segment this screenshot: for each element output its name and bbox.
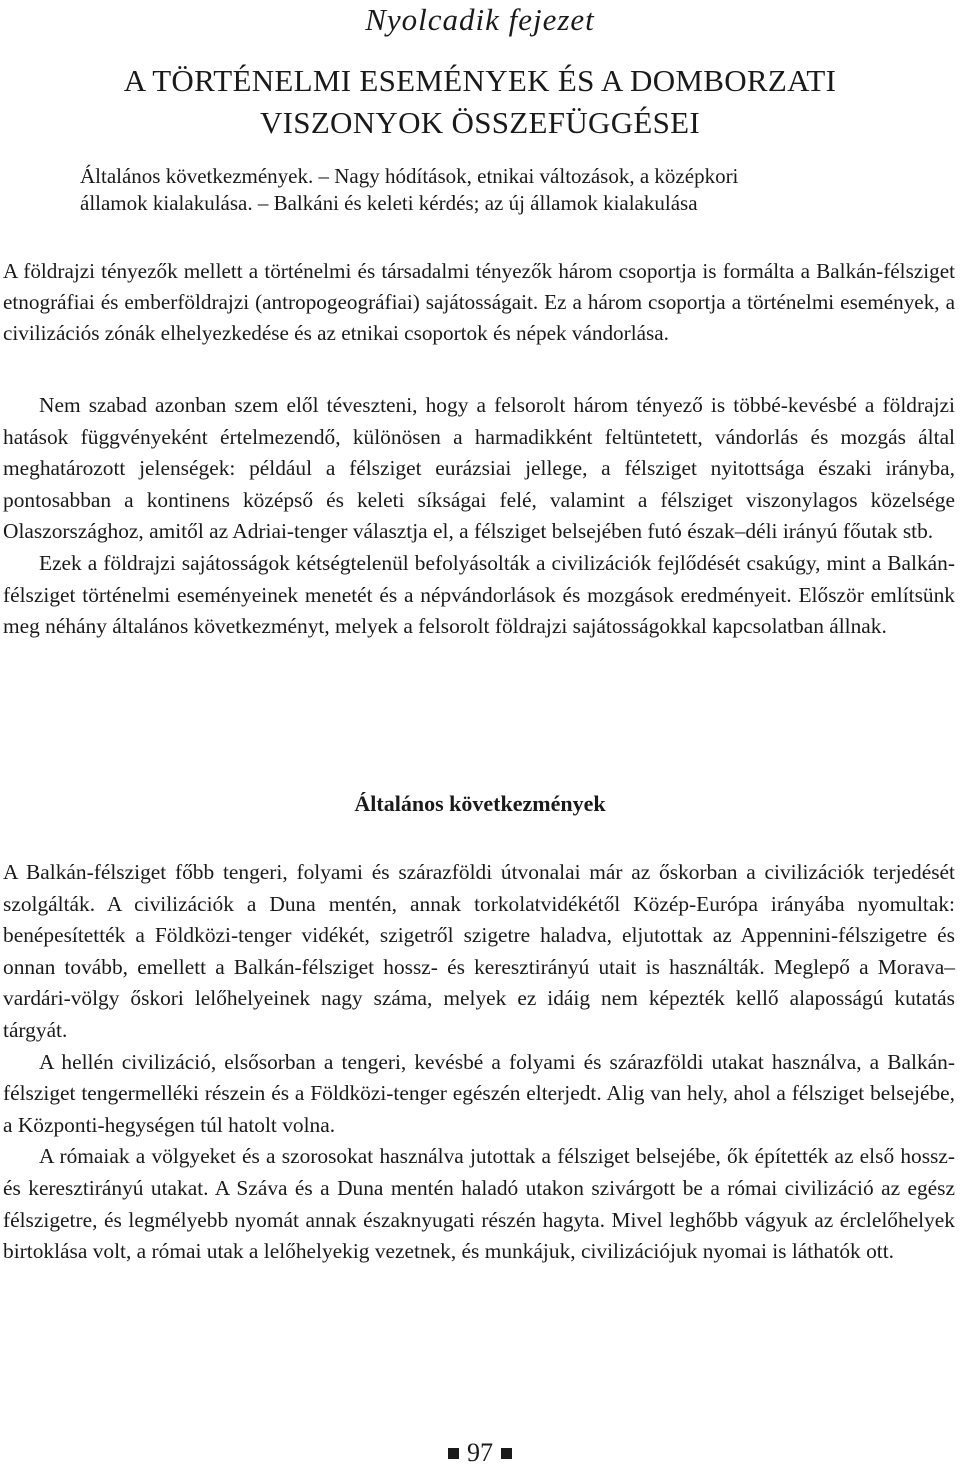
page-footer — [0, 1436, 960, 1470]
section-heading: Általános következmények — [354, 791, 606, 816]
chapter-title — [0, 60, 960, 144]
section-text-block — [3, 857, 955, 1268]
chapter-title-line-1: A TÖRTÉNELMI ESEMÉNYEK ÉS A DOMBORZATI — [123, 63, 837, 98]
section-paragraph-3: A rómaiak a völgyeket és a szorosokat használva jutottak a félsziget belsejébe, ők építették az első hossz- és keresztirányú utakat. A Száva és a Duna mentén haladó utakon szivárgott be a római civilizáció az egész félszigetre, és legmélyebb nyomát annak északnyugati részén hagyta. Mivel leghőbb vágyuk az érclelőhelyek birtoklása volt, a római utak a lelőhelyekig vezetnek, és munkájuk, civilizációjuk nyomai is láthatók ott. — [3, 1144, 955, 1264]
chapter-subtitle-line-2: államok kialakulása. – Balkáni és keleti kérdés; az új államok kialakulása — [80, 191, 698, 215]
intro-block — [3, 256, 955, 349]
square-bullet-icon — [501, 1448, 512, 1459]
body-paragraph-2: Ezek a földrajzi sajátosságok kétségtelenül befolyásolták a civilizációk fejlődését csakúgy, mint a Balkán-félsziget történelmi eseményeinek menetét és a népvándorlások és mozgások eredményeit. Először említsünk meg néhány általános következményt, melyek a felsorolt földrajzi sajátosságokkal kapcsolatban állnak. — [3, 550, 955, 639]
chapter-label: Nyolcadik fejezet — [365, 2, 595, 37]
chapter-subtitle-line-1: Általános következmények. – Nagy hódítások, etnikai változások, a középkori — [80, 164, 739, 188]
square-bullet-icon — [448, 1448, 459, 1459]
chapter-subtitle — [80, 163, 892, 217]
section-paragraph-2: A hellén civilizáció, elsősorban a tengeri, kevésbé a folyami és szárazföldi utakat használva, a Balkán-félsziget tengermelléki részein és a Földközi-tenger egészén elterjedt. Alig van hely, ahol a félsziget belsejébe, a Központi-hegységen túl hatolt volna. — [3, 1049, 955, 1137]
body-paragraph-1: Nem szabad azonban szem elől téveszteni, hogy a felsorolt három tényező is többé-kevésbé a földrajzi hatások függvényeként értelmezendő, különösen a harmadikként feltüntetett, vándorlás és mozgás által meghatározott jelenségek: például a félsziget eurázsiai jellege, a félsziget nyitottsága északi irányba, pontosabban a kontinens középső és keleti síkságai felé, valamint a félsziget viszonylagos közelsége Olaszországhoz, amitől az Adriai-tenger választja el, a félsziget belsejében futó észak–déli irányú főutak stb. — [3, 393, 955, 544]
intro-paragraph: A földrajzi tényezők mellett a történelmi és társadalmi tényezők három csoportja is formálta a Balkán-félsziget etnográfiai és emberföldrajzi (antropogeográfiai) sajátosságait. Ez a három csoportja a történelmi események, a civilizációs zónák elhelyezkedése és az etnikai csoportok és népek vándorlása. — [3, 259, 955, 345]
section-paragraph-1: A Balkán-félsziget főbb tengeri, folyami és szárazföldi útvonalai már az őskorban a civilizációk terjedését szolgálták. A civilizációk a Duna mentén, annak torkolatvidékétől Közép-Európa irányába nyomultak: benépesítették a Földközi-tenger vidékét, szigetről szigetre haladva, eljutottak az Appennini-félszigetre és onnan tovább, emellett a Balkán-félsziget hossz- és keresztirányú utait is használták. Meglepő a Morava–vardári-völgy őskori lelőhelyeinek nagy száma, melyek ez idáig nem képezték kellő alaposságú kutatás tárgyát. — [3, 860, 955, 1042]
chapter-title-line-2: VISZONYOK ÖSSZEFÜGGÉSEI — [259, 105, 701, 140]
body-text-block — [3, 390, 955, 643]
page-number: 97 — [467, 1438, 493, 1467]
